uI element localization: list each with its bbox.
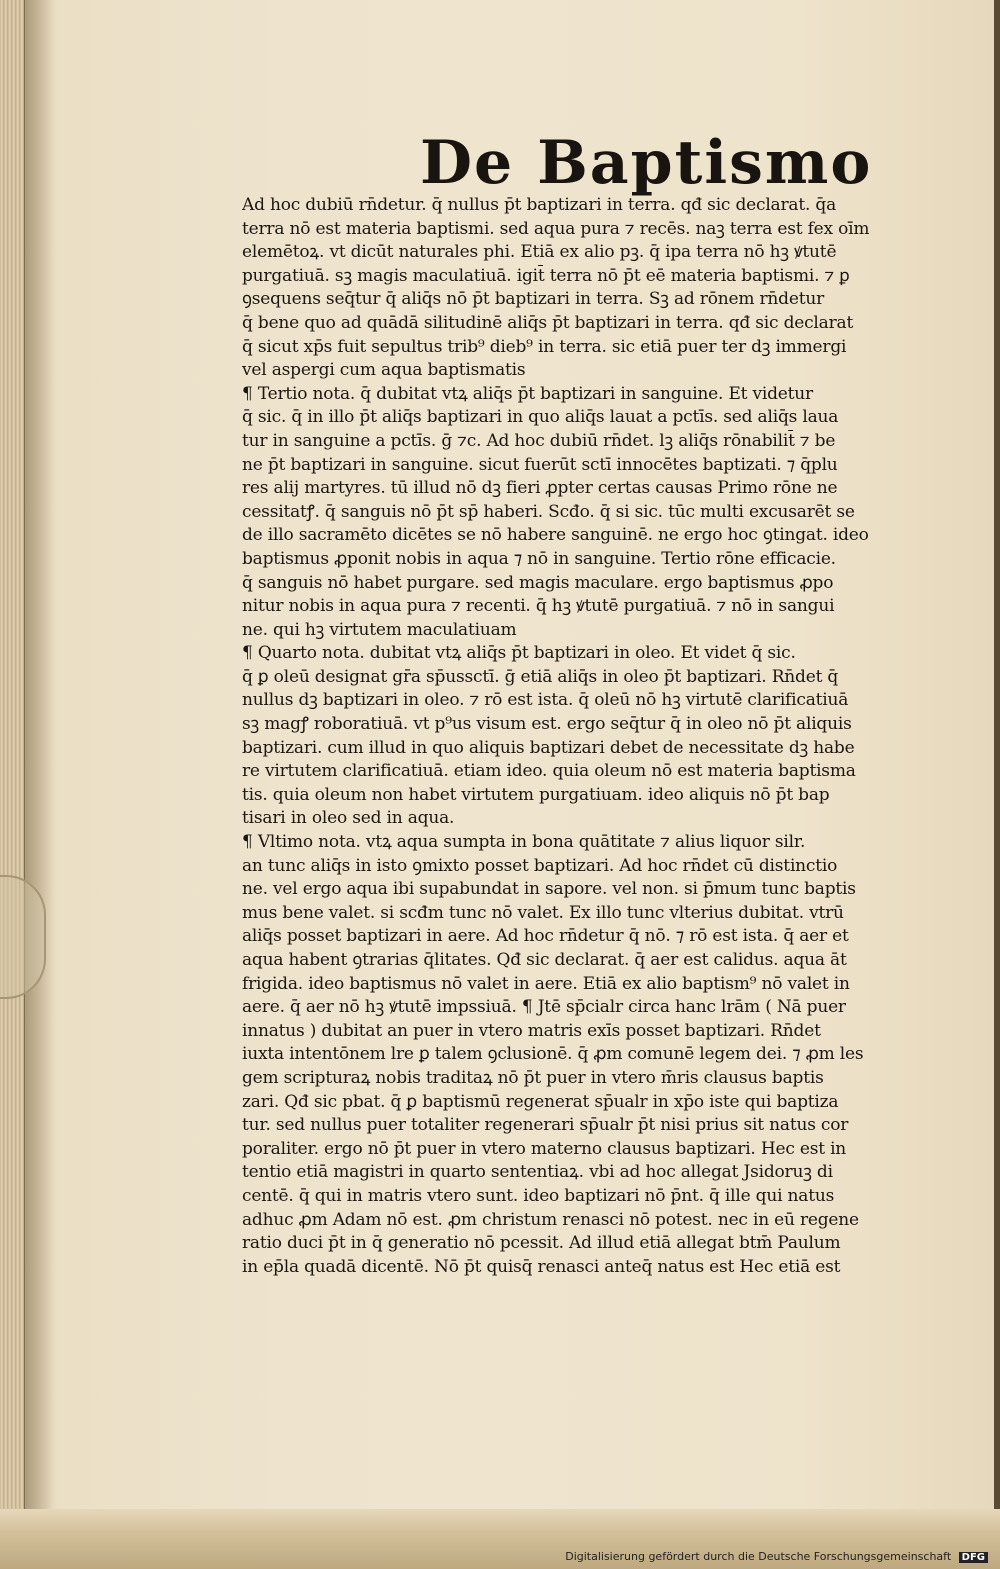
text-line: ¶ Quarto nota. dubitat vtꝝ aliq̄s p̄t baptizari in oleo. Et videt q̄ sic. bbox=[242, 643, 796, 664]
text-line: mus bene valet. si scđm tunc nō valet. Ex illo tunc vlterius dubitat. vtrū bbox=[242, 902, 844, 923]
text-line: nullus dꝫ baptizari in oleo. ⁊ rō est ista. q̄ oleū nō hꝫ virtutē clarificatiuā bbox=[242, 690, 849, 711]
text-line: q̄ sanguis nō habet purgare. sed magis maculare. ergo baptismus ꝓpo bbox=[242, 572, 834, 593]
text-line: res alij martyres. tū illud nō dꝫ fieri ꝓpter certas causas Primo rōne ne bbox=[242, 478, 838, 499]
text-line: tur. sed nullus puer totaliter regenerari sp̄ualr p̄t nisi prius sit natus cor bbox=[242, 1115, 849, 1136]
text-line: sꝫ magꝭ roboratiuā. vt p⁹us visum est. ergo seq̄tur q̄ in oleo nō p̄t aliquis bbox=[242, 714, 852, 735]
text-line: de illo sacramēto dicētes se nō habere sanguinē. ne ergo hoc ꝯtingat. ideo bbox=[242, 525, 869, 546]
text-line: poraliter. ergo nō p̄t puer in vtero materno clausus baptizari. Hec est in bbox=[242, 1138, 847, 1159]
text-line: zari. Qđ sic pbat. q̄ ꝑ baptismū regenerat sp̄ualr in xp̄o iste qui baptiza bbox=[242, 1091, 839, 1112]
text-line: ratio duci p̄t in q̄ generatio nō pcessit. Ad illud etiā allegat btm̄ Paulum bbox=[242, 1233, 841, 1254]
page-heading: De Baptismo bbox=[420, 128, 873, 198]
bookmark-ribbon bbox=[0, 875, 46, 999]
text-line: adhuc ꝓm Adam nō est. ꝓm christum renasci nō potest. nec in eū regene bbox=[242, 1209, 859, 1230]
text-line: Ad hoc dubiū rn̄detur. q̄ nullus p̄t baptizari in terra. qđ sic declarat. q̄a bbox=[242, 195, 837, 215]
text-line: iuxta intentōnem lre ꝑ talem ꝯclusionē. q̄ ꝓm comunē legem dei. ⁊ ꝓm les bbox=[242, 1044, 864, 1065]
text-line: q̄ sicut xp̄s fuit sepultus trib⁹ dieb⁹ in terra. sic etiā puer ter dꝫ immergi bbox=[242, 336, 847, 357]
text-line: innatus ) dubitat an puer in vtero matris exīs posset baptizari. Rn̄det bbox=[242, 1020, 821, 1041]
text-line: tisari in oleo sed in aqua. bbox=[242, 808, 455, 829]
text-line: ꝯsequens seq̄tur q̄ aliq̄s nō p̄t baptizari in terra. Sꝫ ad rōnem rn̄detur bbox=[242, 289, 825, 310]
text-line: ne p̄t baptizari in sanguine. sicut fuerūt sctī innocētes baptizati. ⁊ q̄plu bbox=[242, 454, 838, 475]
text-line: baptizari. cum illud in quo aliquis baptizari debet de necessitate dꝫ habe bbox=[242, 737, 855, 758]
text-line: baptismus ꝓponit nobis in aqua ⁊ nō in sanguine. Tertio rōne efficacie. bbox=[242, 548, 836, 569]
text-line: centē. q̄ qui in matris vtero sunt. ideo baptizari nō p̄nt. q̄ ille qui natus bbox=[242, 1185, 835, 1206]
text-line: vel aspergi cum aqua baptismatis bbox=[242, 360, 526, 381]
text-line: re virtutem clarificatiuā. etiam ideo. quia oleum nō est materia baptisma bbox=[242, 761, 856, 782]
text-line: frigida. ideo baptismus nō valet in aere. Etiā ex alio baptism⁹ nō valet in bbox=[242, 973, 850, 994]
text-line: terra nō est materia baptismi. sed aqua pura ⁊ recēs. naꝫ terra est fex oīm bbox=[242, 218, 870, 239]
text-line: ne. vel ergo aqua ibi supabundat in sapore. vel non. si p̄mum tunc baptis bbox=[242, 879, 856, 900]
text-line: ¶ Vltimo nota. vtꝝ aqua sumpta in bona quātitate ⁊ alius liquor silr. bbox=[242, 832, 806, 853]
text-line: q̄ bene quo ad quādā silitudinē aliq̄s p̄t baptizari in terra. qđ sic declarat bbox=[242, 312, 854, 333]
body-text bbox=[242, 194, 954, 1279]
gutter-shadow bbox=[24, 0, 54, 1569]
scan-border bbox=[994, 0, 1000, 1569]
text-line: aqua habent ꝯtrarias q̄litates. Qđ sic declarat. q̄ aer est calidus. aqua āt bbox=[242, 950, 847, 970]
text-line: gem scripturaꝝ nobis traditaꝝ nō p̄t puer in vtero m̄ris clausus baptis bbox=[242, 1067, 824, 1088]
text-line: ne. qui hꝫ virtutem maculatiuam bbox=[242, 619, 517, 640]
text-line: tur in sanguine a pctīs. ḡ ⁊c. Ad hoc dubiū rn̄det. lꝫ aliq̄s rōnabilit̄ ⁊ be bbox=[242, 430, 836, 451]
text-line: q̄ ꝑ oleū designat gr̄a sp̄ussctī. ḡ etiā aliq̄s in oleo p̄t baptizari. Rn̄det q̄ bbox=[242, 666, 839, 687]
text-line: aere. q̄ aer nō hꝫ ꝟtutē impssiuā. ¶ Jtē sp̄cialr circa hanc lrām ( Nā puer bbox=[242, 997, 846, 1018]
text-line: in ep̄la quadā dicentē. Nō p̄t quisq̄ renasci anteq̄ natus est Hec etiā est bbox=[242, 1256, 841, 1277]
text-line: q̄ sic. q̄ in illo p̄t aliq̄s baptizari in quo aliq̄s lauat a pctīs. sed aliq̄s laua bbox=[242, 407, 839, 428]
text-line: purgatiuā. sꝫ magis maculatiuā. igit̄ terra nō p̄t eē materia baptismi. ⁊ ꝑ bbox=[242, 265, 850, 286]
text-line: tentio etiā magistri in quarto sententiaꝝ. vbi ad hoc allegat Jsidoruꝫ di bbox=[242, 1162, 833, 1183]
text-line: aliq̄s posset baptizari in aere. Ad hoc rn̄detur q̄ nō. ⁊ rō est ista. q̄ aer et bbox=[242, 926, 849, 947]
footer-text: Digitalisierung gefördert durch die Deutsche Forschungsgemeinschaft bbox=[565, 1550, 952, 1563]
text-line: elemētoꝝ. vt dicūt naturales phi. Etiā ex alio pꝫ. q̄ ipa terra nō hꝫ ꝟtutē bbox=[242, 242, 837, 263]
dfg-logo-icon: DFG bbox=[959, 1552, 988, 1563]
text-line: ¶ Tertio nota. q̄ dubitat vtꝝ aliq̄s p̄t baptizari in sanguine. Et videtur bbox=[242, 383, 813, 404]
digitization-footer bbox=[565, 1550, 988, 1563]
text-line: cessitatꝭ. q̄ sanguis nō p̄t sp̄ haberi. Scđo. q̄ si sic. tūc multi excusarēt se bbox=[242, 501, 855, 522]
text-line: tis. quia oleum non habet virtutem purgatiuam. ideo aliquis nō p̄t bap bbox=[242, 784, 830, 805]
text-line: nitur nobis in aqua pura ⁊ recenti. q̄ hꝫ ꝟtutē purgatiuā. ⁊ nō in sangui bbox=[242, 596, 835, 617]
book-page-edges bbox=[0, 0, 25, 1569]
text-line: an tunc aliq̄s in isto ꝯmixto posset baptizari. Ad hoc rn̄det cū distinctio bbox=[242, 855, 838, 876]
